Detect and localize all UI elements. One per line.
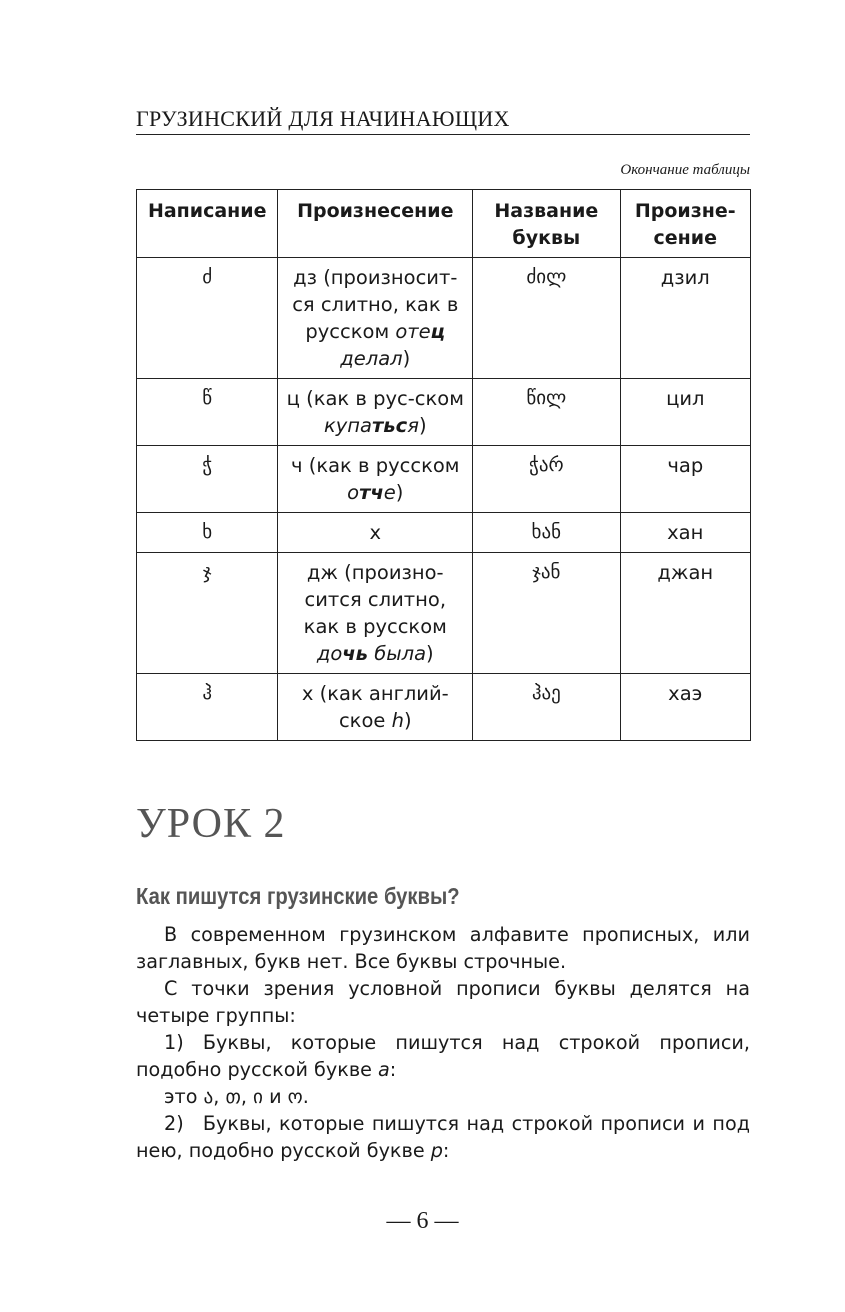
body-text xyxy=(136,921,750,1164)
text-run: тьс xyxy=(372,414,408,437)
cell-letter-name: წილ xyxy=(473,379,620,446)
cell-letter: ჭ xyxy=(137,446,278,513)
section-heading: Как пишутся грузинские буквы? xyxy=(136,883,460,909)
cell-letter-name: ჯან xyxy=(473,553,620,674)
text-run: С точки зрения условной прописи буквы делятся на четыре группы: xyxy=(136,977,750,1027)
cell-letter: ძ xyxy=(137,258,278,379)
text-run: ) xyxy=(403,709,412,732)
table-row xyxy=(137,553,751,674)
column-header-name-pronunciation: Произне-сение xyxy=(620,190,750,258)
cell-pronunciation xyxy=(278,553,473,674)
text-run: ) xyxy=(402,347,411,370)
column-header-spelling: Написание xyxy=(137,190,278,258)
text-run: : xyxy=(389,1058,397,1081)
cell-pronunciation xyxy=(278,513,473,553)
cell-name-pronunciation: хан xyxy=(620,513,750,553)
text-run: дж (произно-сится слитно, как в русском xyxy=(303,561,447,638)
cell-pronunciation xyxy=(278,446,473,513)
text-run: В современном грузинском алфавите прописных, или заглавных, букв нет. Все буквы строчные. xyxy=(136,923,750,973)
column-header-pronunciation: Произнесение xyxy=(278,190,473,258)
text-run: я xyxy=(407,414,419,437)
cell-name-pronunciation: дзил xyxy=(620,258,750,379)
text-run: е xyxy=(383,481,396,504)
cell-letter-name: ჰაე xyxy=(473,674,620,741)
text-run: ц (как в рус-ском xyxy=(286,387,464,410)
table-header-row xyxy=(137,190,751,258)
text-run: была xyxy=(368,642,427,665)
cell-letter: წ xyxy=(137,379,278,446)
cell-name-pronunciation: хаэ xyxy=(620,674,750,741)
text-run: ) xyxy=(426,642,434,665)
cell-pronunciation xyxy=(278,379,473,446)
text-run: х xyxy=(369,521,382,544)
text-run: ч (как в русском xyxy=(291,454,460,477)
cell-name-pronunciation: джан xyxy=(620,553,750,674)
table-body xyxy=(137,258,751,741)
cell-pronunciation xyxy=(278,258,473,379)
text-run: дз (произносит-ся слитно, как в русском xyxy=(292,266,459,343)
column-header-letter-name: Название буквы xyxy=(473,190,620,258)
lesson-title: УРОК 2 xyxy=(136,801,286,847)
text-run: 1) Буквы, которые пишутся над строкой прописи, подобно русской букве xyxy=(136,1031,750,1081)
text-run: х (как англий-ское xyxy=(301,682,449,732)
text-run: ) xyxy=(418,414,427,437)
text-run: чь xyxy=(342,642,368,665)
text-run: это ა, თ, ი и ო. xyxy=(164,1085,309,1108)
alphabet-table xyxy=(136,189,751,741)
table-row xyxy=(137,674,751,741)
cell-pronunciation xyxy=(278,674,473,741)
text-run: тч xyxy=(359,481,384,504)
text-run: h xyxy=(391,709,404,732)
body-paragraph xyxy=(136,1110,750,1164)
table-row xyxy=(137,446,751,513)
table-caption: Окончание таблицы xyxy=(620,162,750,178)
cell-letter: ჰ xyxy=(137,674,278,741)
cell-letter: ხ xyxy=(137,513,278,553)
cell-letter-name: ჭარ xyxy=(473,446,620,513)
text-run: ) xyxy=(395,481,404,504)
text-run: до xyxy=(316,642,343,665)
text-run: купа xyxy=(323,414,372,437)
text-run: р xyxy=(430,1139,443,1162)
body-paragraph xyxy=(136,1083,750,1110)
text-run: о xyxy=(347,481,360,504)
cell-letter: ჯ xyxy=(137,553,278,674)
text-run: а xyxy=(378,1058,390,1081)
table-row xyxy=(137,513,751,553)
running-header: ГРУЗИНСКИЙ ДЛЯ НАЧИНАЮЩИХ xyxy=(136,106,750,135)
text-run: : xyxy=(442,1139,450,1162)
table-row xyxy=(137,258,751,379)
body-paragraph xyxy=(136,1029,750,1083)
text-run: делал xyxy=(340,347,403,370)
text-run: ц xyxy=(430,320,446,343)
text-run: 2) Буквы, которые пишутся над строкой прописи и под нею, подобно русской букве xyxy=(136,1112,750,1162)
text-run: оте xyxy=(395,320,431,343)
cell-name-pronunciation: цил xyxy=(620,379,750,446)
cell-name-pronunciation: чар xyxy=(620,446,750,513)
body-paragraph xyxy=(136,975,750,1029)
cell-letter-name: ხან xyxy=(473,513,620,553)
table-row xyxy=(137,379,751,446)
body-paragraph xyxy=(136,921,750,975)
cell-letter-name: ძილ xyxy=(473,258,620,379)
page-number: — 6 — xyxy=(386,1208,459,1234)
